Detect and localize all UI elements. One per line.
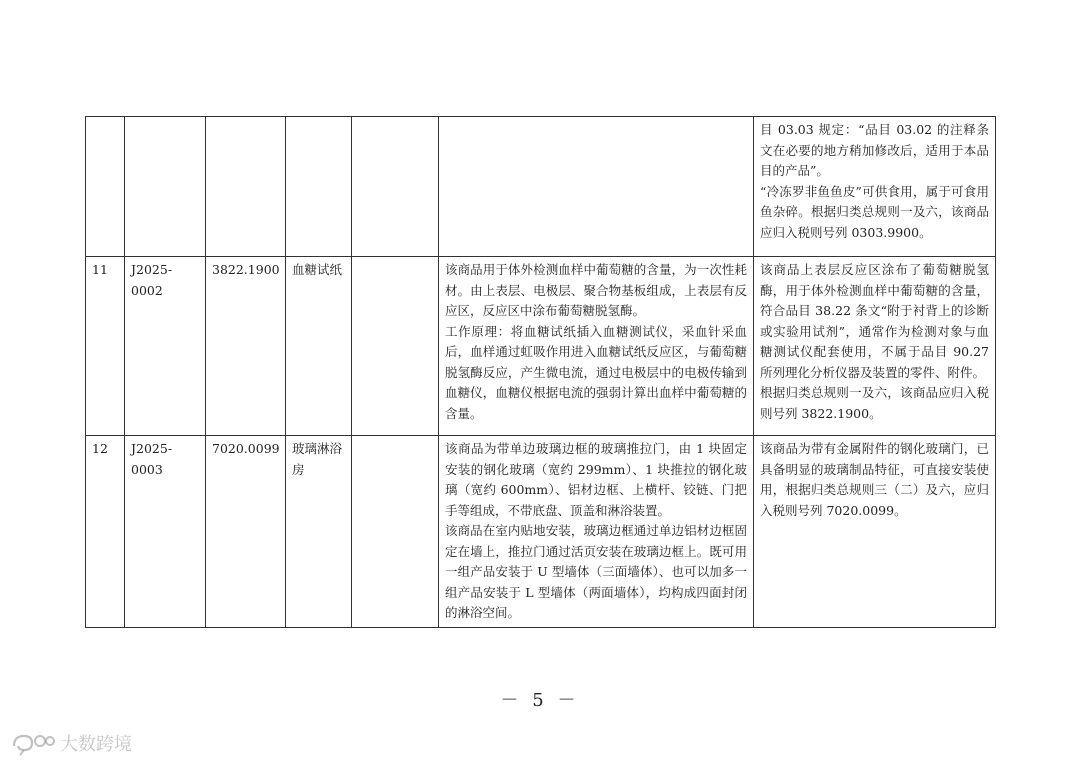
product-description bbox=[439, 257, 754, 436]
extra-cell bbox=[352, 436, 439, 628]
product-name bbox=[286, 117, 352, 257]
product-name: 玻璃淋浴房 bbox=[286, 436, 352, 628]
extra-cell bbox=[352, 117, 439, 257]
tariff-code: 7020.0099 bbox=[206, 436, 286, 628]
description-paragraph: 该商品在室内贴地安装，玻璃边框通过单边铝材边框固定在墙上，推拉门通过活页安装在玻璃边框上。既可用一组产品安装于 U 型墙体（三面墙体）、也可以加多一组产品安装于 L 型墙体（两面墙体），均构成四面封闭的淋浴空间。 bbox=[445, 523, 747, 620]
classification-reason bbox=[754, 436, 996, 628]
description-paragraph: 工作原理：将血糖试纸插入血糖测试仪，采血针采血后，血样通过虹吸作用进入血糖试纸反应区，与葡萄糖脱氢酶反应，产生微电流，通过电极层中的电极传输到血糖仪，血糖仪根据电流的强弱计算出血样中葡萄糖的含量。 bbox=[445, 323, 747, 421]
classification-table bbox=[85, 116, 996, 628]
page-number: － 5 － bbox=[500, 690, 580, 711]
product-description bbox=[439, 117, 754, 257]
description-paragraph: 该商品用于体外检测血样中葡萄糖的含量，为一次性耗材。由上表层、电极层、聚合物基板组成，上表层有反应区，反应区中涂布葡萄糖脱氢酶。 bbox=[445, 262, 747, 318]
reason-paragraph: 该商品上表层反应区涂布了葡萄糖脱氢酶，用于体外检测血样中葡萄糖的含量，符合品目 38.22 条文“附于衬背上的诊断或实验用试剂”，通常作为检测对象与血糖测试仪配套使用，不属于品目 90.27 所列理化分析仪器及装置的零件、附件。 bbox=[760, 262, 989, 380]
row-number: 12 bbox=[86, 436, 125, 628]
reason-paragraph: 该商品为带有金属附件的钢化玻璃门，已具备明显的玻璃制品特征，可直接安装使用，根据归类总规则三（二）及六，应归入税则号列 7020.0099。 bbox=[760, 441, 989, 518]
product-name: 血糖试纸 bbox=[286, 257, 352, 436]
row-number: 11 bbox=[86, 257, 125, 436]
classification-reason bbox=[754, 257, 996, 436]
reason-paragraph: “冷冻罗非鱼鱼皮”可供食用，属于可食用鱼杂碎。根据归类总规则一及六，该商品应归入税则号列 0303.9900。 bbox=[760, 183, 989, 240]
tariff-code: 3822.1900 bbox=[206, 257, 286, 436]
product-description bbox=[439, 436, 754, 628]
decision-code: J2025-0002 bbox=[125, 257, 206, 436]
tariff-code bbox=[206, 117, 286, 257]
row-number bbox=[86, 117, 125, 257]
description-paragraph: 该商品为带单边玻璃边框的玻璃推拉门，由 1 块固定安装的钢化玻璃（宽约 299mm）、1 块推拉的钢化玻璃（宽约 600mm）、铝材边框、上横杆、铰链、门把手等组成，不带底盘、顶盖和淋浴装置。 bbox=[445, 441, 747, 518]
watermark bbox=[10, 730, 132, 756]
decision-code: J2025-0003 bbox=[125, 436, 206, 628]
extra-cell bbox=[352, 257, 439, 436]
watermark-text: 大数跨境 bbox=[60, 734, 132, 755]
table-row bbox=[86, 436, 996, 628]
decision-code bbox=[125, 117, 206, 257]
table-row bbox=[86, 257, 996, 436]
reason-paragraph: 目 03.03 规定：“品目 03.02 的注释条文在必要的地方稍加修改后，适用于本品目的产品”。 bbox=[760, 122, 989, 178]
classification-reason bbox=[754, 117, 996, 257]
table-row bbox=[86, 117, 996, 257]
reason-paragraph: 根据归类总规则一及六，该商品应归入税则号列 3822.1900。 bbox=[760, 385, 989, 421]
brand-logo-icon bbox=[10, 730, 56, 756]
